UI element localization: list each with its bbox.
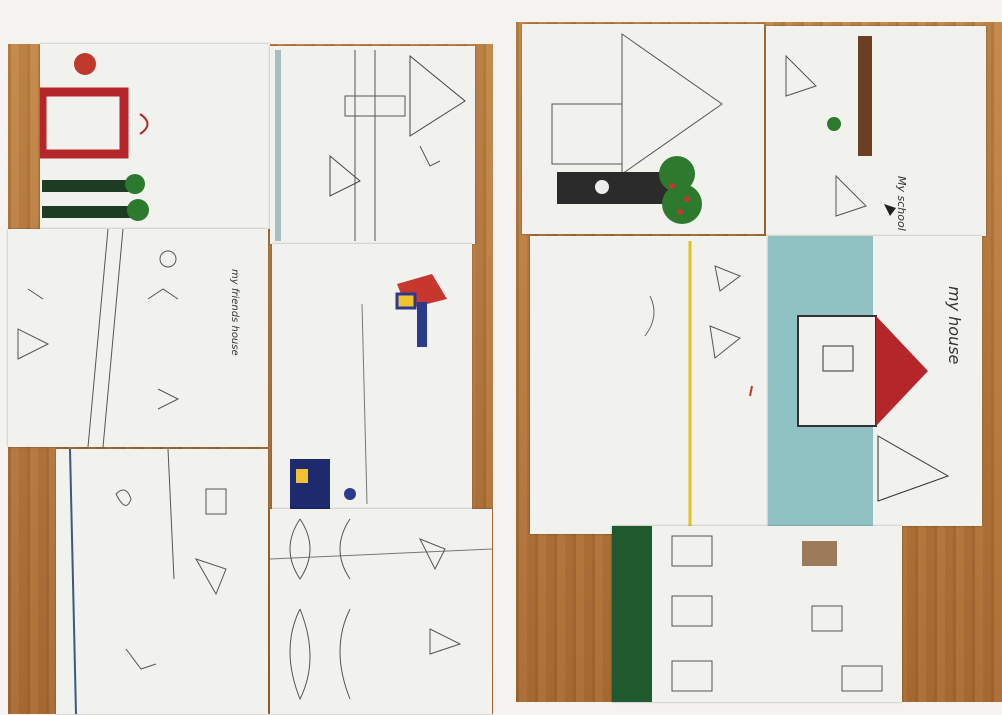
handwritten-caption-house: my house	[945, 286, 964, 365]
drawing-house-tree	[522, 24, 764, 234]
drawing-small-house	[272, 244, 472, 514]
house-tree-drawing	[522, 24, 764, 234]
handwritten-caption: my friends house	[229, 269, 240, 356]
red-gate-drawing	[40, 44, 270, 229]
drawing-figures-road	[8, 229, 268, 447]
left-photo	[8, 44, 493, 714]
drawing-yellow-line	[530, 236, 768, 534]
my-house-drawing	[768, 236, 982, 526]
drawing-tall-figures	[56, 449, 268, 714]
drawing-tall-shapes	[270, 509, 492, 714]
my-school-drawing	[766, 26, 986, 236]
right-photo	[516, 22, 1002, 702]
tall-shapes-drawing	[270, 509, 492, 714]
drawing-my-house	[768, 236, 982, 526]
pencil-house-drawing	[270, 46, 475, 244]
drawing-houses-row	[612, 526, 902, 702]
tall-figures-drawing	[56, 449, 268, 714]
drawing-red-gate	[40, 44, 270, 229]
drawing-my-school	[766, 26, 986, 236]
drawing-pencil-house	[270, 46, 475, 244]
houses-row-drawing	[612, 526, 902, 702]
yellow-line-drawing	[530, 236, 768, 534]
handwritten-caption-school: My school	[895, 176, 908, 231]
small-house-drawing	[272, 244, 472, 514]
